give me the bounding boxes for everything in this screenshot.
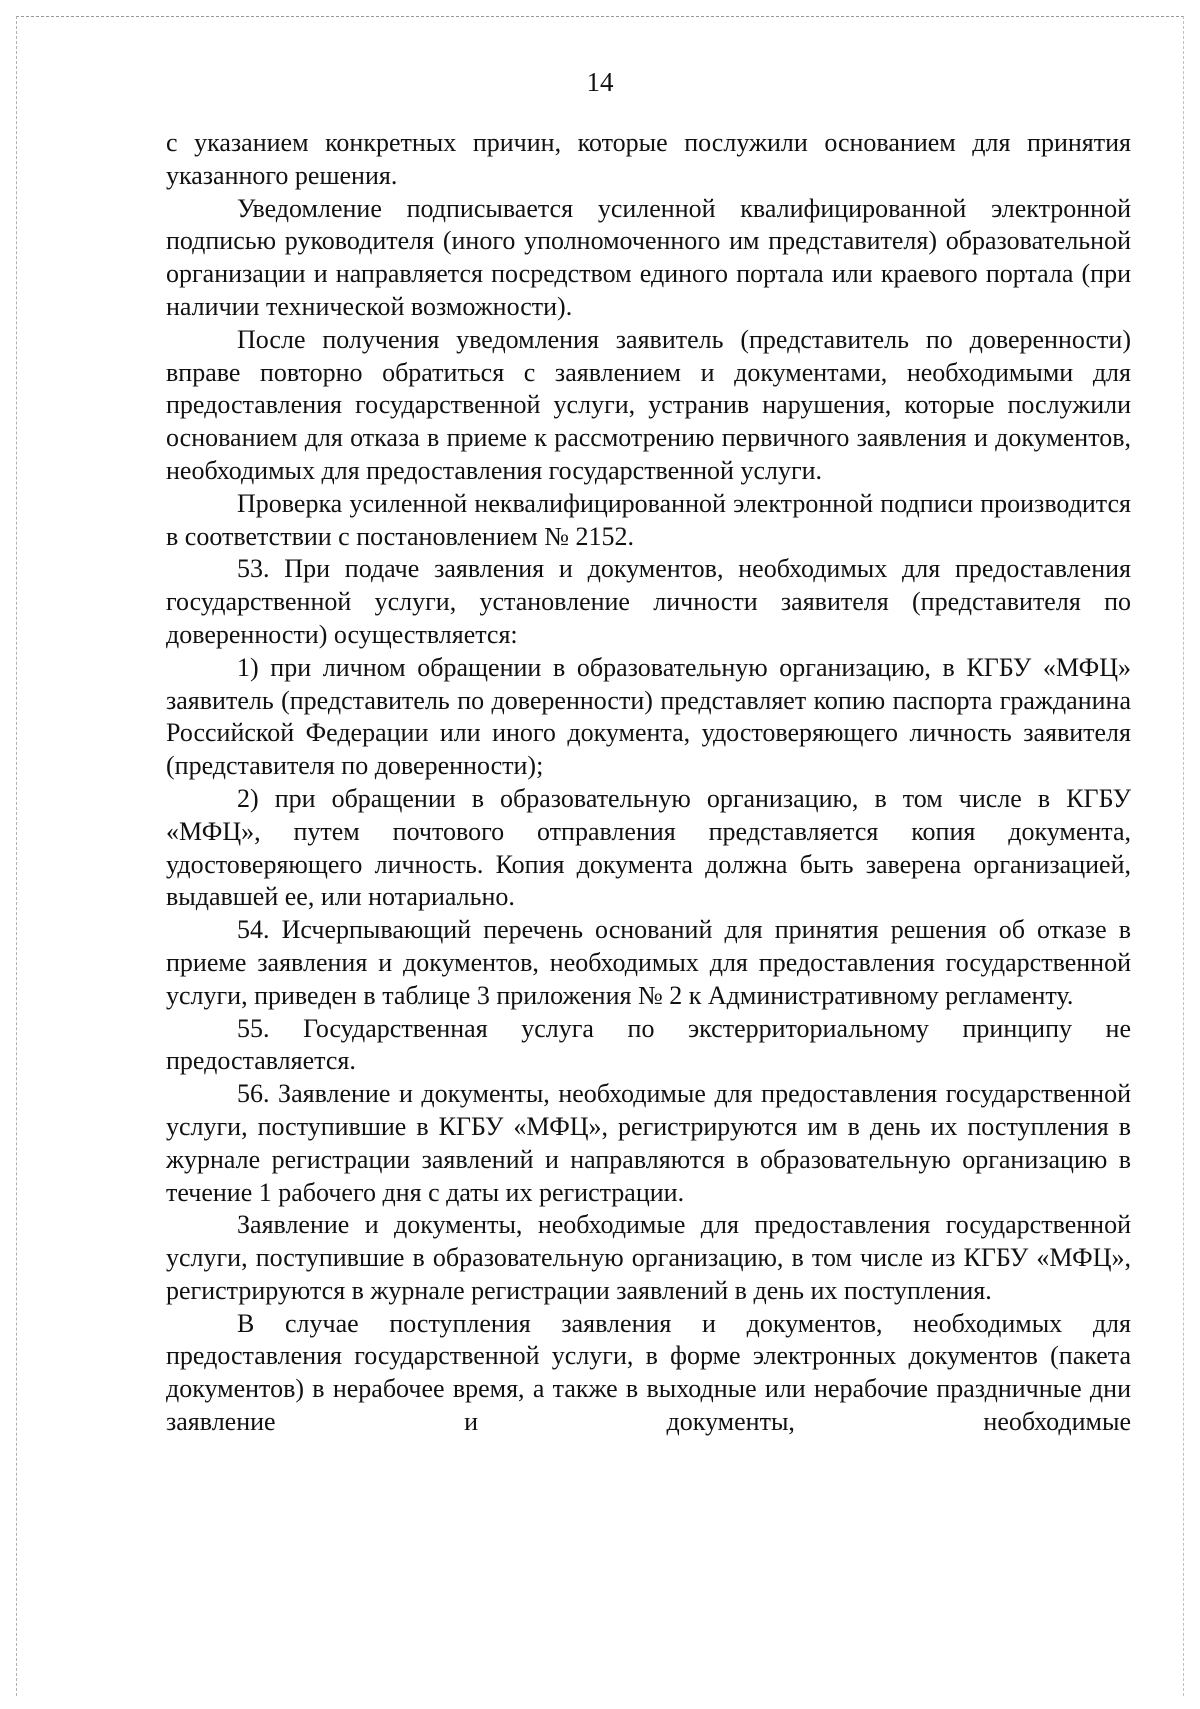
scan-border-top: [16, 16, 1184, 17]
paragraph: 55. Государственная услуга по экстерриториальному принципу не предоставляется.: [166, 1013, 1131, 1076]
paragraph: 54. Исчерпывающий перечень оснований для принятия решения об отказе в приеме заявления и документов, необходимых для предоставления государственной услуги, приведен в таблице 3 приложения № 2 к Административному регламенту.: [166, 915, 1131, 1010]
paragraph: с указанием конкретных причин, которые послужили основанием для принятия указанного решения.: [166, 128, 1131, 190]
paragraph: В случае поступления заявления и документов, необходимых для предоставления государственной услуги, в форме электронных документов (пакета документов) в нерабочее время, а также в выходные или нерабочие праздничные дни заявление и документы, необходимые: [166, 1308, 1131, 1437]
paragraph: 56. Заявление и документы, необходимые для предоставления государственной услуги, поступившие в КГБУ «МФЦ», регистрируются им в день их поступления в журнале регистрации заявлений и направляются в образовательную организацию в течение 1 рабочего дня с даты их регистрации.: [166, 1079, 1131, 1207]
paragraph: 2) при обращении в образовательную организацию, в том числе в КГБУ «МФЦ», путем почтового отправления представляется копия документа, удостоверяющего личность. Копия документа должна быть заверена организацией, выдавшей ее, или нотариально.: [166, 783, 1131, 912]
paragraph: Заявление и документы, необходимые для предоставления государственной услуги, поступившие в образовательную организацию, в том числе из КГБУ «МФЦ», регистрируются в журнале регистрации заявлений в день их поступления.: [166, 1210, 1131, 1305]
paragraph: 53. При подаче заявления и документов, необходимых для предоставления государственной услуги, установление личности заявителя (представителя по доверенности) осуществляется:: [166, 554, 1131, 649]
page-number: 14: [586, 67, 614, 97]
paragraph: Проверка усиленной неквалифицированной электронной подписи производится в соответствии с постановлением № 2152.: [166, 488, 1131, 551]
document-body: [166, 127, 1131, 1439]
scan-border-left: [16, 16, 17, 1696]
paragraph: Уведомление подписывается усиленной квалифицированной электронной подписью руководителя (иного уполномоченного им представителя) образовательной организации и направляется посредством единого портала или краевого портала (при наличии технической возможности).: [166, 193, 1131, 321]
paragraph: 1) при личном обращении в образовательную организацию, в КГБУ «МФЦ» заявитель (представитель по доверенности) представляет копию паспорта гражданина Российской Федерации или иного документа, удостоверяющего личность заявителя (представителя по доверенности);: [166, 652, 1131, 781]
paragraph: После получения уведомления заявитель (представитель по доверенности) вправе повторно обратиться с заявлением и документами, необходимыми для предоставления государственной услуги, устранив нарушения, которые послужили основанием для отказа в приеме к рассмотрению первичного заявления и документов, необходимых для предоставления государственной услуги.: [166, 324, 1131, 485]
scan-border-right: [1183, 16, 1184, 1696]
